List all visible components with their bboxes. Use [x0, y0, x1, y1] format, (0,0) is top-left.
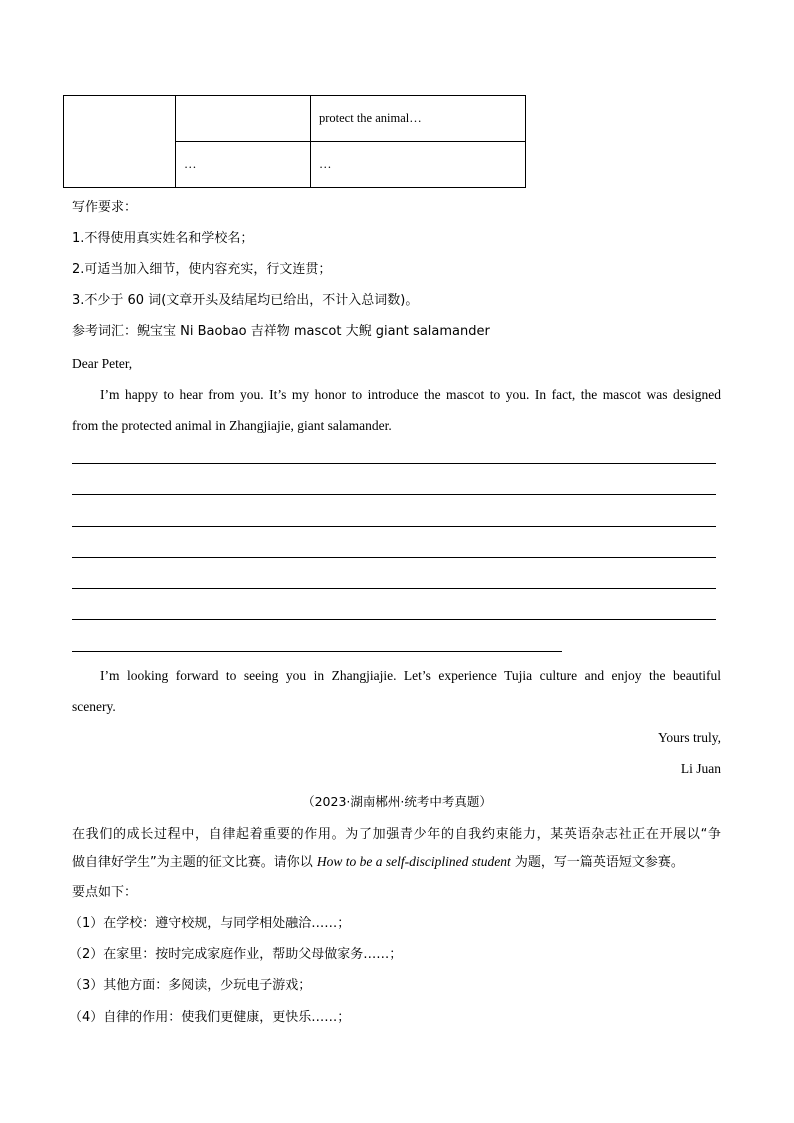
letter-paragraph-1-line-2: from the protected animal in Zhangjiajie, giant salamander.: [72, 418, 392, 433]
letter-signature: Li Juan: [680, 761, 721, 776]
table-cell: [176, 96, 311, 142]
table-cell: protect the animal…: [311, 96, 526, 142]
letter-closing: Yours truly,: [657, 730, 721, 745]
requirements-heading: 写作要求：: [72, 200, 138, 215]
essay-title: How to be a self-disciplined student: [316, 854, 511, 869]
task-intro-post: 为题，写一篇英语短文参赛。: [510, 855, 684, 870]
info-table: [63, 95, 526, 188]
point-item: （2）在家里：按时完成家庭作业，帮助父母做家务……；: [69, 947, 403, 962]
point-item: （1）在学校：遵守校规，与同学相处融洽……；: [69, 916, 351, 931]
writing-line: [72, 619, 716, 620]
writing-line: [72, 557, 716, 558]
letter-paragraph-2-line-1: I’m looking forward to seeing you in Zhangjiajie. Let’s experience Tujia culture and enjoy the beautiful: [100, 668, 721, 683]
letter-greeting: Dear Peter,: [72, 356, 133, 371]
table-cell: [64, 96, 176, 188]
writing-line: [72, 588, 716, 589]
task-intro-line-1: 在我们的成长过程中，自律起着重要的作用。为了加强青少年的自我约束能力，某英语杂志社正在开展以“争: [72, 827, 721, 842]
vocab-list: 参考词汇：鲵宝宝 Ni Baobao 吉祥物 mascot 大鲵 giant salamander: [72, 324, 490, 339]
letter-paragraph-2-line-2: scenery.: [72, 699, 116, 714]
table-cell: …: [176, 142, 311, 188]
requirement-item: 2.可适当加入细节，使内容充实，行文连贯；: [72, 262, 332, 277]
writing-line: [72, 526, 716, 527]
task-intro-pre: 做自律好学生”为主题的征文比赛。请你以: [72, 855, 317, 870]
writing-line: [72, 463, 716, 464]
letter-paragraph-1-line-1: I’m happy to hear from you. It’s my honor to introduce the mascot to you. In fact, the mascot was designed: [100, 387, 721, 402]
requirement-item: 1.不得使用真实姓名和学校名；: [72, 231, 254, 246]
writing-line: [72, 494, 716, 495]
point-item: （4）自律的作用：使我们更健康，更快乐……；: [69, 1010, 351, 1025]
task-intro-line-2: [72, 854, 684, 871]
table-row: [64, 96, 526, 142]
points-heading: 要点如下：: [72, 885, 138, 900]
table-cell: …: [311, 142, 526, 188]
requirement-item: 3.不少于 60 词(文章开头及结尾均已给出，不计入总词数)。: [72, 293, 419, 308]
writing-line: [72, 651, 562, 652]
task-source: （2023·湖南郴州·统考中考真题）: [302, 794, 492, 809]
point-item: （3）其他方面：多阅读，少玩电子游戏；: [69, 978, 312, 993]
